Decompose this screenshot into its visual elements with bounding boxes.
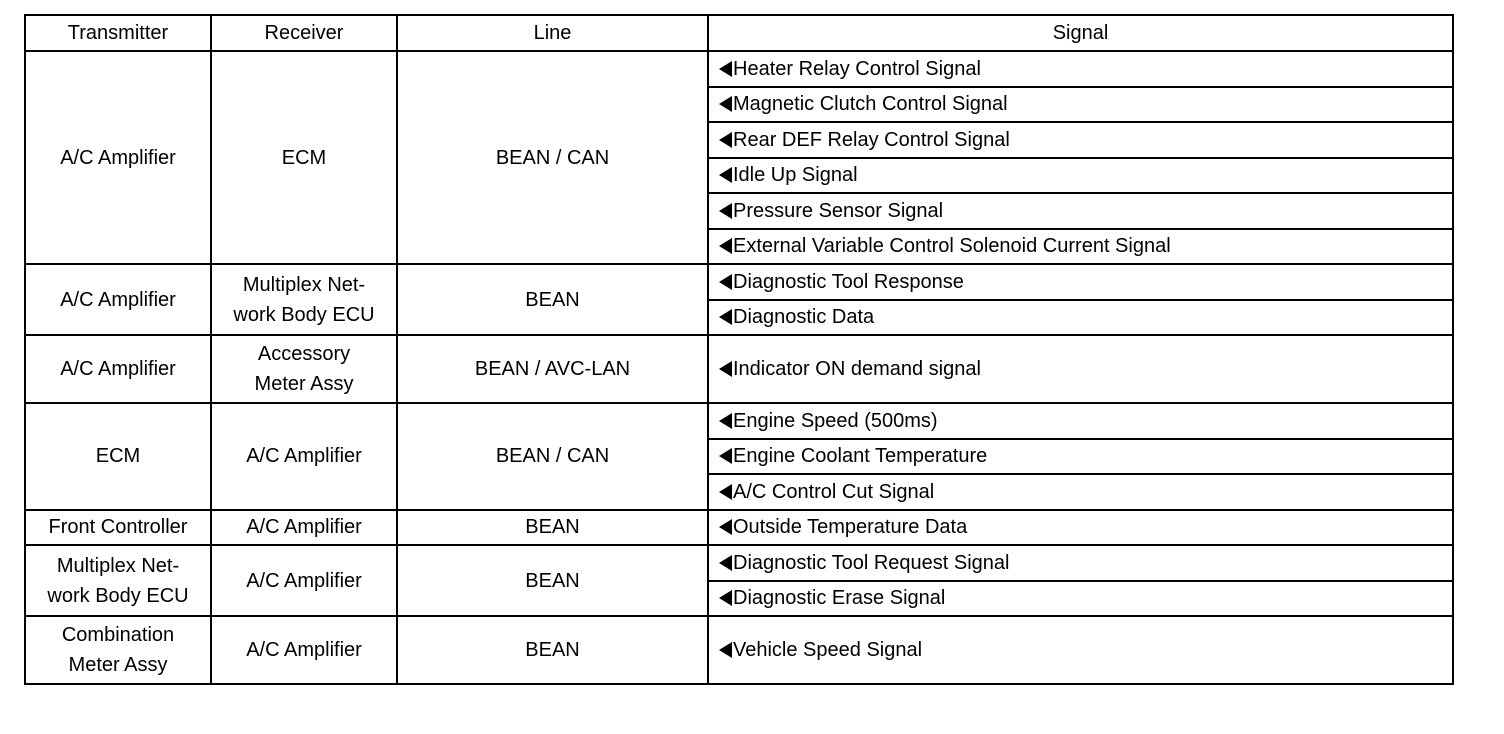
transmitter-cell (25, 264, 211, 335)
table-row (25, 510, 1453, 546)
signal-text: Diagnostic Tool Response (733, 270, 964, 293)
transmitter-text: Combination Meter Assy (61, 624, 175, 676)
arrow-left-icon (719, 167, 732, 183)
signal-cell (708, 403, 1453, 439)
arrow-left-icon (719, 203, 732, 219)
arrow-left-icon (719, 555, 732, 571)
receiver-text: ECM (281, 146, 327, 169)
signal-text: Indicator ON demand signal (733, 358, 981, 380)
transmitter-cell (25, 510, 211, 546)
arrow-left-icon (719, 519, 732, 535)
receiver-cell (211, 335, 397, 403)
arrow-left-icon (719, 413, 732, 429)
line-text: BEAN (525, 569, 580, 592)
transmitter-cell (25, 545, 211, 616)
signal-cell (708, 439, 1453, 475)
signal-cell (708, 51, 1453, 87)
transmitter-cell (25, 616, 211, 684)
receiver-cell (211, 264, 397, 335)
line-cell (397, 510, 708, 546)
line-cell (397, 335, 708, 403)
line-text: BEAN / CAN (495, 146, 610, 169)
receiver-cell (211, 616, 397, 684)
receiver-text: A/C Amplifier (246, 445, 362, 468)
arrow-left-icon (719, 590, 732, 606)
transmitter-text: A/C Amplifier (60, 146, 176, 169)
receiver-cell (211, 545, 397, 616)
line-text: BEAN / AVC-LAN (474, 358, 631, 380)
signal-text: Diagnostic Tool Request Signal (733, 551, 1010, 574)
signal-cell (708, 300, 1453, 336)
table-body (25, 51, 1453, 684)
signal-text: Pressure Sensor Signal (733, 199, 944, 222)
signal-text: Outside Temperature Data (733, 516, 968, 539)
table-row (25, 335, 1453, 403)
transmitter-text: A/C Amplifier (60, 288, 176, 311)
arrow-left-icon (719, 361, 732, 377)
signal-table (24, 14, 1454, 685)
transmitter-text: Multiplex Net- work Body ECU (47, 554, 189, 607)
receiver-text: A/C Amplifier (246, 569, 362, 592)
signal-text: Heater Relay Control Signal (733, 57, 981, 80)
receiver-cell (211, 51, 397, 264)
signal-text: Idle Up Signal (733, 164, 858, 187)
signal-cell (708, 581, 1453, 617)
arrow-left-icon (719, 132, 732, 148)
arrow-left-icon (719, 484, 732, 500)
receiver-text: A/C Amplifier (246, 639, 362, 661)
signal-cell (708, 122, 1453, 158)
receiver-text: A/C Amplifier (246, 516, 362, 539)
signal-text: Magnetic Clutch Control Signal (733, 93, 1008, 116)
arrow-left-icon (719, 96, 732, 112)
line-cell (397, 403, 708, 510)
receiver-cell (211, 403, 397, 510)
header-transmitter: Transmitter (25, 15, 211, 51)
line-cell (397, 545, 708, 616)
signal-cell (708, 545, 1453, 581)
receiver-text: Accessory Meter Assy (254, 343, 354, 395)
line-cell (397, 51, 708, 264)
transmitter-cell (25, 335, 211, 403)
header-signal: Signal (708, 15, 1453, 51)
header-receiver: Receiver (211, 15, 397, 51)
signal-text: External Variable Control Solenoid Current Signal (733, 235, 1171, 258)
signal-text: A/C Control Cut Signal (733, 480, 935, 503)
table-row (25, 264, 1453, 300)
table-row (25, 51, 1453, 87)
signal-text: Engine Coolant Temperature (733, 445, 988, 468)
signal-text: Rear DEF Relay Control Signal (733, 128, 1010, 151)
signal-text: Diagnostic Erase Signal (733, 587, 946, 610)
receiver-text: Multiplex Net- work Body ECU (233, 273, 375, 326)
table-row (25, 545, 1453, 581)
signal-text: Diagnostic Data (733, 306, 875, 329)
arrow-left-icon (719, 274, 732, 290)
signal-cell (708, 87, 1453, 123)
signal-cell (708, 474, 1453, 510)
table-row (25, 616, 1453, 684)
transmitter-text: ECM (95, 445, 141, 468)
line-cell (397, 616, 708, 684)
signal-cell (708, 335, 1453, 403)
signal-cell (708, 264, 1453, 300)
line-text: BEAN (525, 516, 580, 539)
signal-text: Engine Speed (500ms) (733, 409, 938, 432)
transmitter-cell (25, 51, 211, 264)
line-text: BEAN (525, 639, 580, 661)
transmitter-cell (25, 403, 211, 510)
arrow-left-icon (719, 238, 732, 254)
receiver-cell (211, 510, 397, 546)
signal-cell (708, 229, 1453, 265)
signal-cell (708, 510, 1453, 546)
signal-cell (708, 616, 1453, 684)
arrow-left-icon (719, 642, 732, 658)
signal-text: Vehicle Speed Signal (733, 639, 923, 661)
line-text: BEAN (525, 288, 580, 311)
header-row (25, 15, 1453, 51)
table-row (25, 403, 1453, 439)
header-line: Line (397, 15, 708, 51)
transmitter-text: Front Controller (48, 516, 188, 539)
arrow-left-icon (719, 309, 732, 325)
arrow-left-icon (719, 448, 732, 464)
transmitter-text: A/C Amplifier (60, 358, 176, 380)
signal-cell (708, 193, 1453, 229)
signal-cell (708, 158, 1453, 194)
line-text: BEAN / CAN (495, 445, 610, 468)
arrow-left-icon (719, 61, 732, 77)
line-cell (397, 264, 708, 335)
